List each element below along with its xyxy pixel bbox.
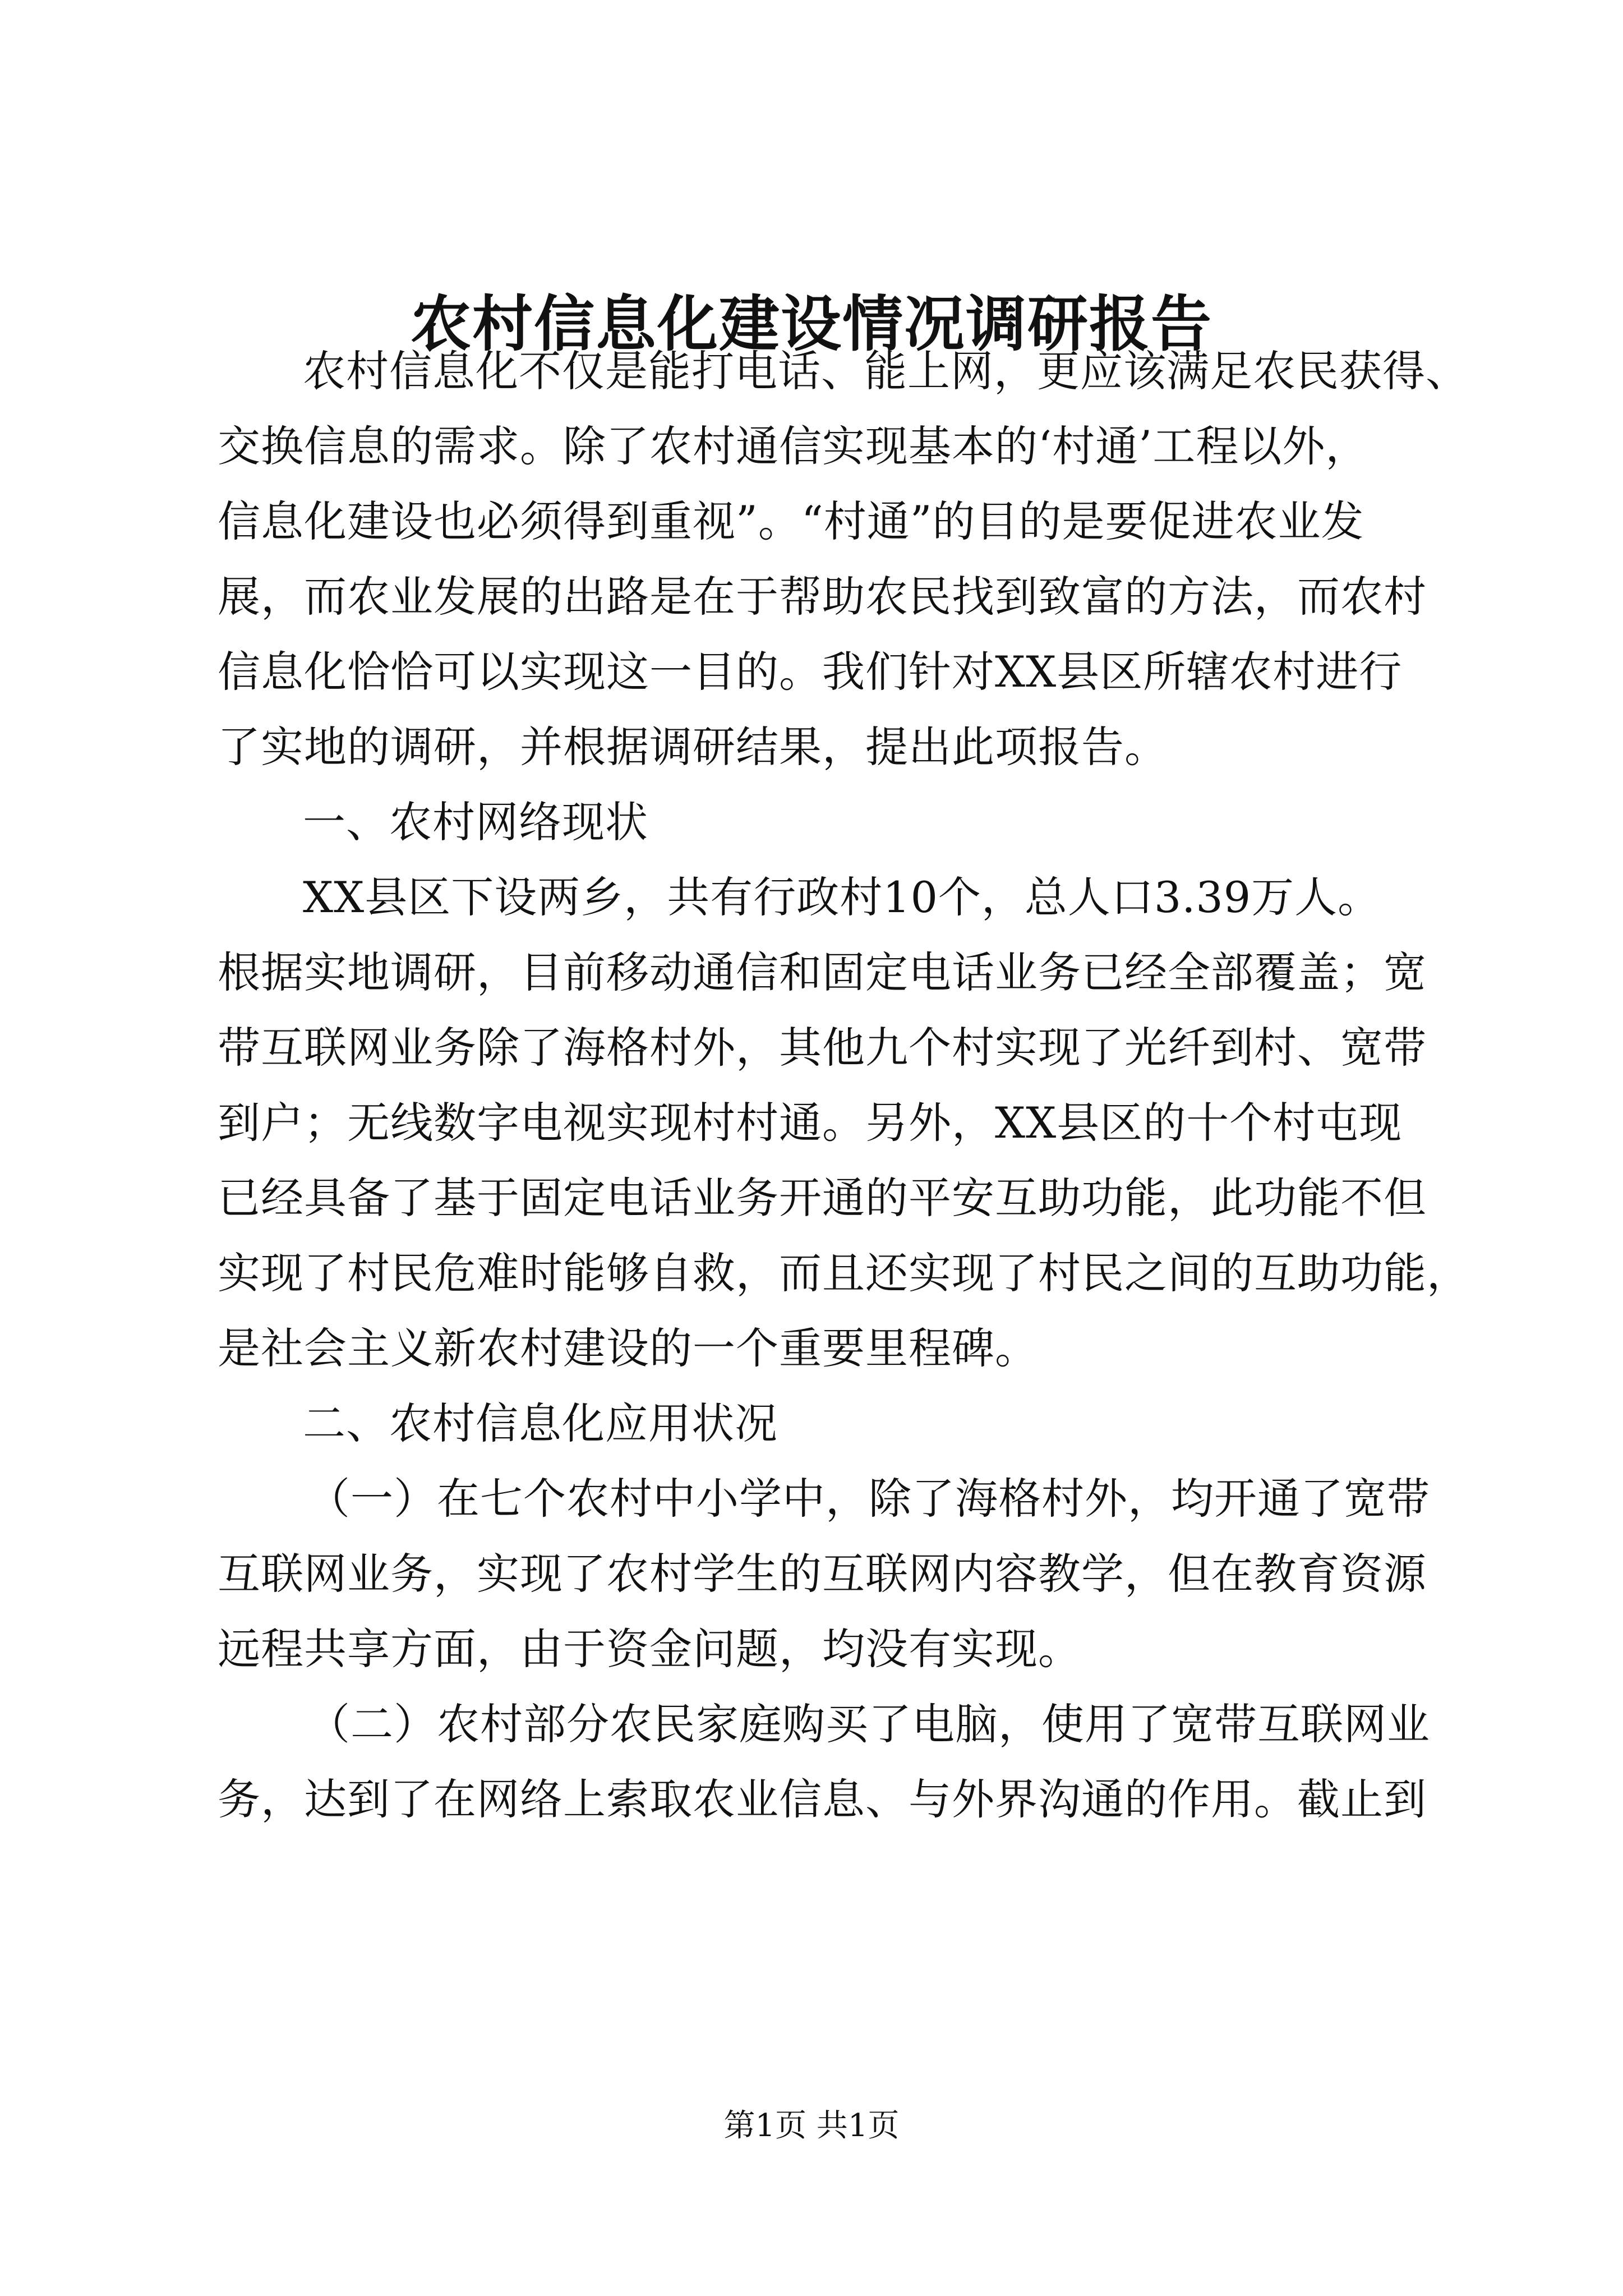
paragraph-2-line-2: 根据实地调研，目前移动通信和固定电话业务已经全部覆盖；宽 [218, 947, 1427, 997]
paragraph-3-line-1: （一）在七个农村中小学中，除了海格村外，均开通了宽带 [307, 1474, 1430, 1524]
section-heading-2: 二、农村信息化应用状况 [303, 1398, 778, 1448]
paragraph-1-line-5: 信息化恰恰可以实现这一目的。我们针对XX县区所辖农村进行 [218, 647, 1403, 697]
page-footer: 第1页 共1页 [723, 2108, 900, 2144]
document-title: 农村信息化建设情况调研报告 [410, 289, 1212, 360]
paragraph-1-line-2: 交换信息的需求。除了农村通信实现基本的‘村通’工程以外， [218, 421, 1369, 471]
paragraph-2-line-1: XX县区下设两乡，共有行政村10个，总人口3.39万人。 [303, 872, 1381, 922]
paragraph-4-line-2: 务，达到了在网络上索取农业信息、与外界沟通的作用。截止到 [218, 1774, 1427, 1824]
paragraph-2-line-3: 带互联网业务除了海格村外，其他九个村实现了光纤到村、宽带 [218, 1023, 1427, 1073]
paragraph-1-line-6: 了实地的调研，并根据调研结果，提出此项报告。 [218, 722, 1168, 772]
paragraph-1-line-3: 信息化建设也必须得到重视”。“村通”的目的是要促进农业发 [218, 496, 1364, 546]
paragraph-2-line-5: 已经具备了基于固定电话业务开通的平安互助功能，此功能不但 [218, 1173, 1427, 1223]
paragraph-1-line-4: 展，而农业发展的出路是在于帮助农民找到致富的方法，而农村 [218, 572, 1427, 622]
paragraph-2-line-4: 到户；无线数字电视实现村村通。另外，XX县区的十个村屯现 [218, 1098, 1403, 1148]
paragraph-3-line-3: 远程共享方面，由于资金问题，均没有实现。 [218, 1624, 1081, 1674]
paragraph-2-line-7: 是社会主义新农村建设的一个重要里程碑。 [218, 1323, 1038, 1373]
paragraph-4-line-1: （二）农村部分农民家庭购买了电脑，使用了宽带互联网业 [307, 1699, 1430, 1749]
paragraph-3-line-2: 互联网业务，实现了农村学生的互联网内容教学，但在教育资源 [218, 1549, 1427, 1599]
paragraph-2-line-6: 实现了村民危难时能够自救，而且还实现了村民之间的互助功能， [218, 1248, 1470, 1298]
paragraph-1-line-1: 农村信息化不仅是能打电话、能上网，更应该满足农民获得、 [303, 346, 1469, 396]
section-heading-1: 一、农村网络现状 [303, 797, 648, 847]
